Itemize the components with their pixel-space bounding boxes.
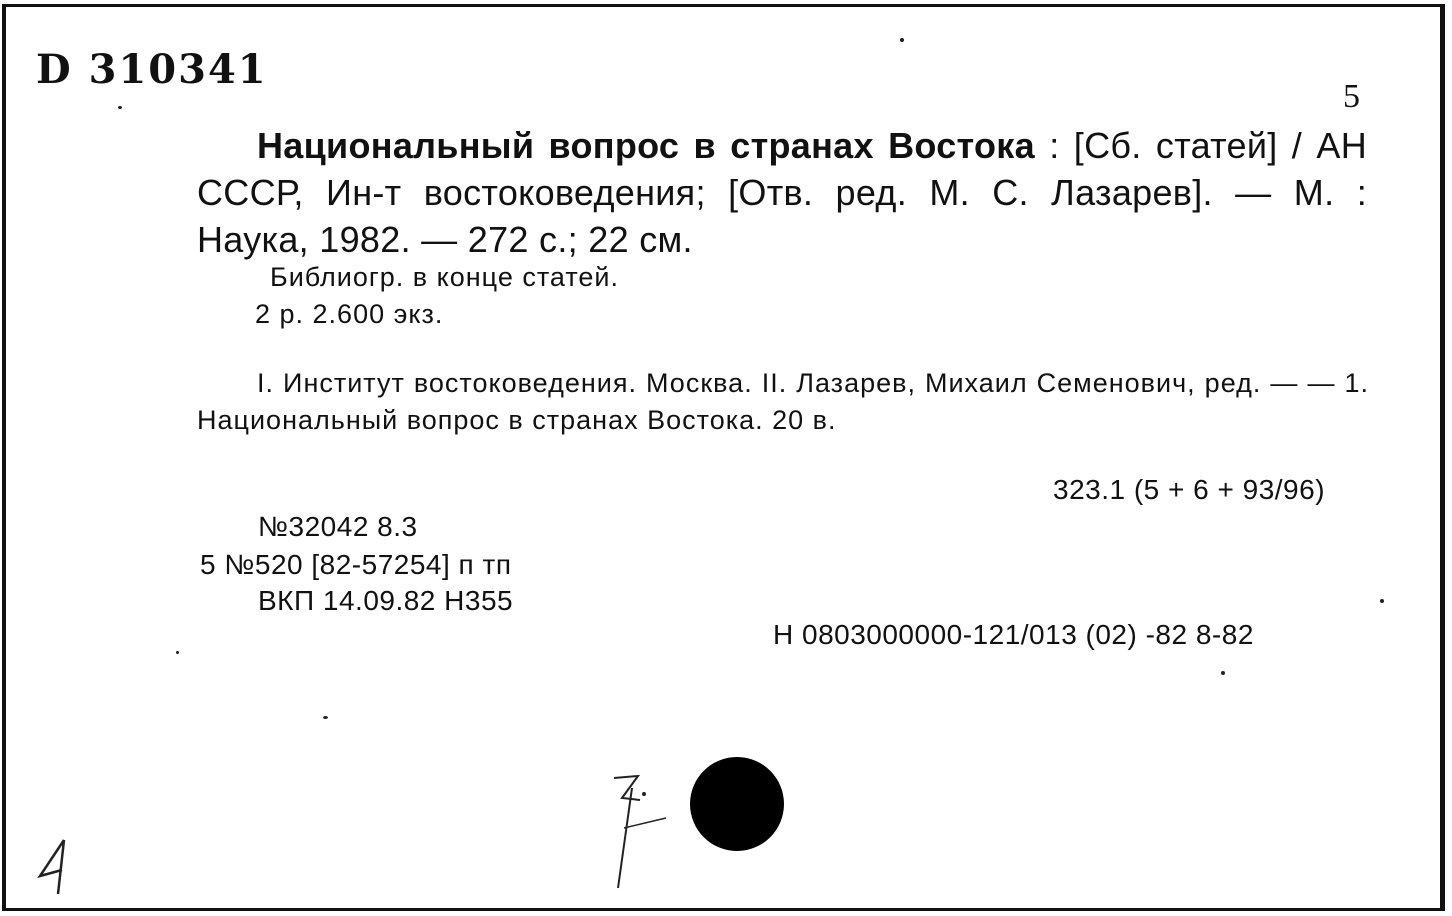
speck (323, 716, 328, 719)
speck (900, 38, 904, 42)
control-line-3: ВКП 14.09.82 Н355 (258, 585, 514, 616)
bibliographic-entry (197, 122, 1367, 263)
call-number: D 310341 (36, 46, 268, 93)
control-line-1: №32042 8.3 (258, 511, 418, 542)
speck (1380, 599, 1384, 603)
handwritten-mark (596, 768, 676, 898)
punch-hole (690, 757, 784, 851)
card-number: 5 (1343, 78, 1360, 115)
speck (176, 651, 179, 654)
tracings: I. Институт востоковедения. Москва. II. Лазарев, Михаил Семенович, ред. — — 1. Национальный вопрос в странах Востока. 20 в. (197, 368, 1369, 435)
entry-description: : [Сб. статей] / АН СССР, Ин-т востоковедения; [Отв. ред. М. С. Лазарев]. — М. : Наука, 1982. — 272 с.; 22 см. (197, 125, 1368, 260)
bibliography-note: Библиогр. в конце статей. (270, 262, 619, 292)
price-print-run: 2 р. 2.600 экз. (255, 299, 444, 329)
pencil-mark (36, 836, 76, 900)
classification-code: 323.1 (5 + 6 + 93/96) (1053, 474, 1326, 505)
control-line-2: 5 №520 [82-57254] п тп (200, 549, 512, 580)
speck (118, 106, 122, 109)
speck (1221, 671, 1225, 675)
publisher-code: Н 0803000000-121/013 (02) -82 8-82 (773, 619, 1254, 650)
entry-title: Национальный вопрос в странах Востока (257, 125, 1035, 166)
